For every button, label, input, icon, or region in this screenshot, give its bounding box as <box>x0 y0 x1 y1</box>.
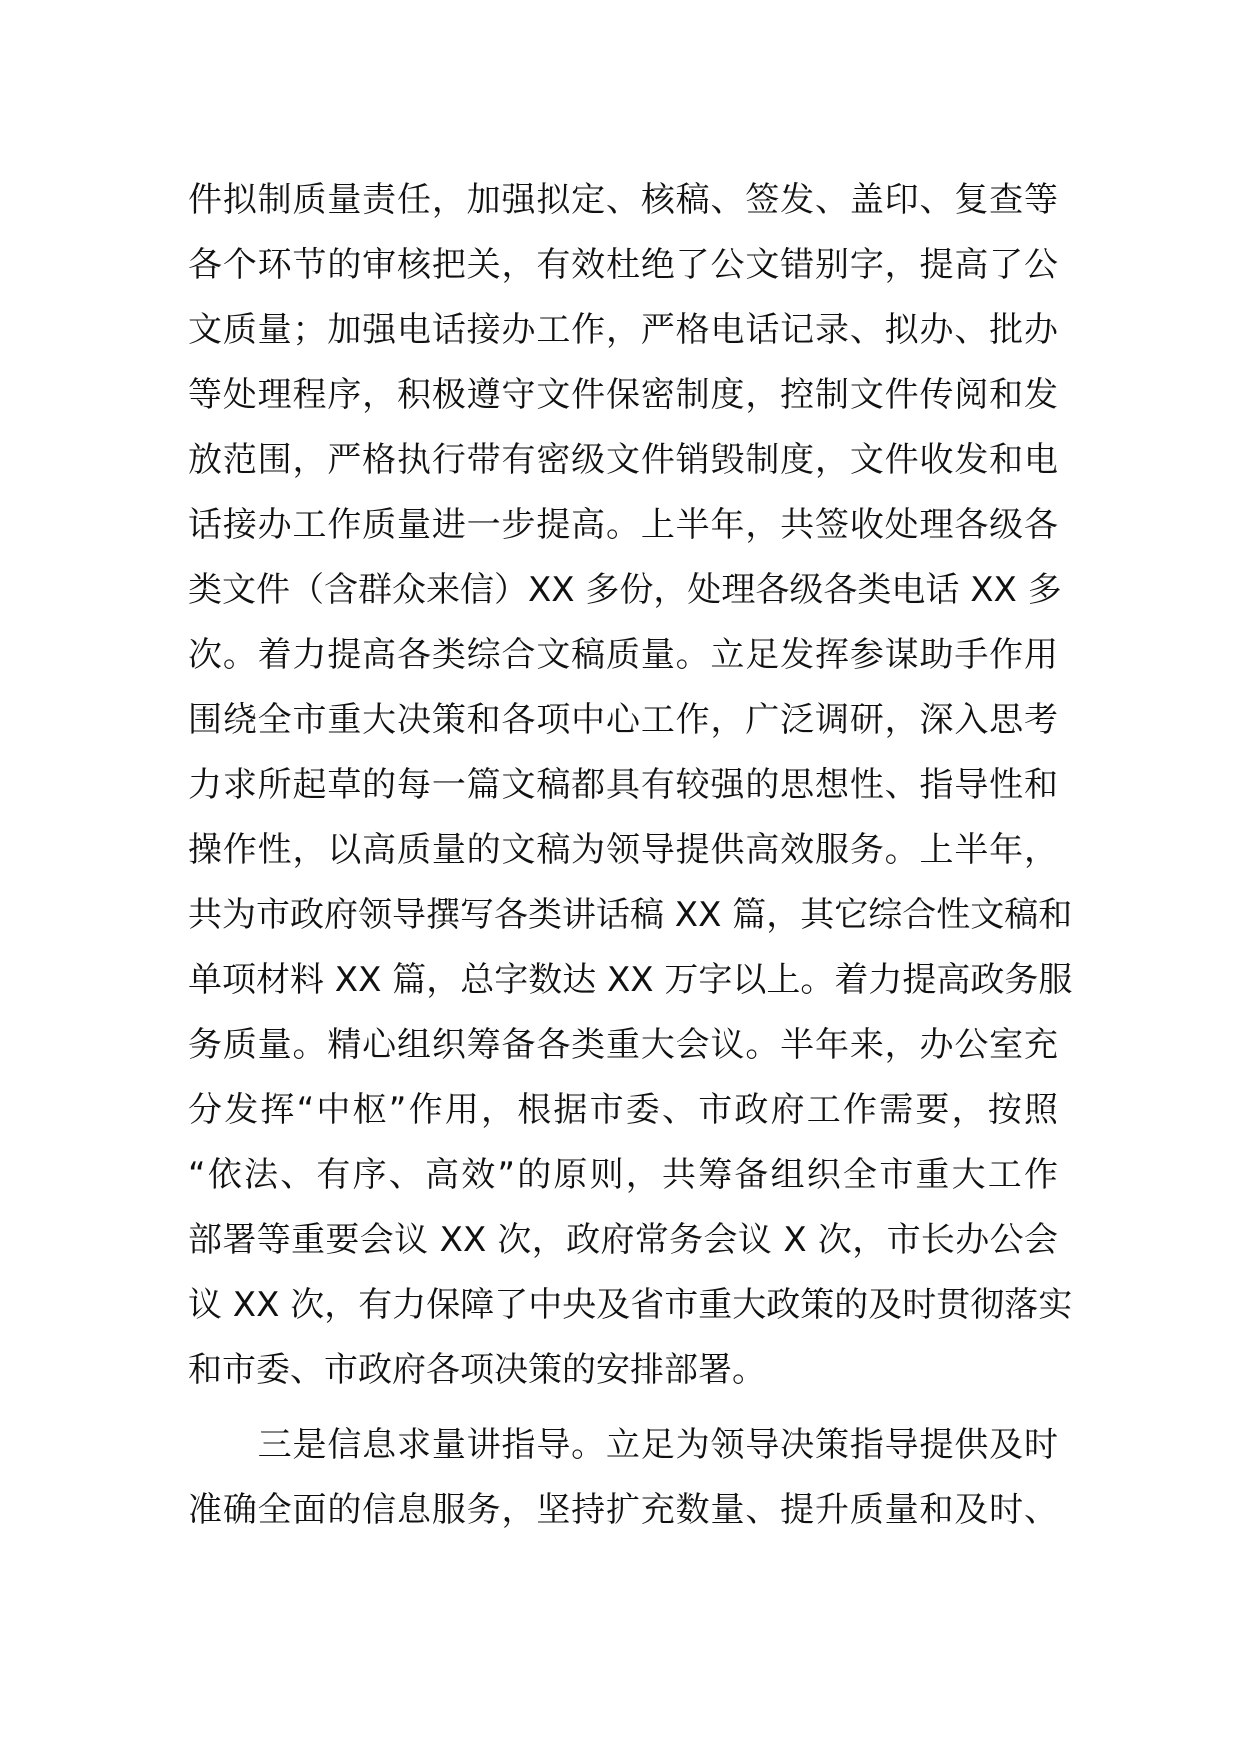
paragraph-1 <box>188 168 1073 1403</box>
text-line: 等处理程序，积极遵守文件保密制度，控制文件传阅和发 <box>188 375 1058 415</box>
text-line: 议 XX 次，有力保障了中央及省市重大政策的及时贯彻落实 <box>188 1285 1073 1325</box>
text-line: 操作性，以高质量的文稿为领导提供高效服务。上半年， <box>188 830 1058 870</box>
text-line: 次。着力提高各类综合文稿质量。立足发挥参谋助手作用 <box>188 635 1058 675</box>
text-line: 文质量；加强电话接办工作，严格电话记录、拟办、批办 <box>188 310 1058 350</box>
text-line: 单项材料 XX 篇，总字数达 XX 万字以上。着力提高政务服 <box>188 960 1073 1000</box>
text-line: 共为市政府领导撰写各类讲话稿 XX 篇，其它综合性文稿和 <box>188 895 1073 935</box>
text-line: 力求所起草的每一篇文稿都具有较强的思想性、指导性和 <box>188 765 1058 805</box>
text-line: 放范围，严格执行带有密级文件销毁制度，文件收发和电 <box>188 440 1058 480</box>
text-line: 和市委、市政府各项决策的安排部署。 <box>188 1350 766 1390</box>
paragraph-spacer <box>188 1403 1058 1413</box>
paragraph-2 <box>188 1413 1058 1543</box>
text-line: 准确全面的信息服务，坚持扩充数量、提升质量和及时、 <box>188 1490 1058 1530</box>
text-line: 三是信息求量讲指导。立足为领导决策指导提供及时 <box>188 1425 1058 1465</box>
document-body <box>188 168 1073 1543</box>
text-line: 件拟制质量责任，加强拟定、核稿、签发、盖印、复查等 <box>188 180 1058 220</box>
text-line: 部署等重要会议 XX 次，政府常务会议 X 次，市长办公会 <box>188 1220 1058 1260</box>
text-line: 各个环节的审核把关，有效杜绝了公文错别字，提高了公 <box>188 245 1058 285</box>
text-line: “依法、有序、高效”的原则，共筹备组织全市重大工作 <box>188 1155 1058 1195</box>
text-line: 话接办工作质量进一步提高。上半年，共签收处理各级各 <box>188 505 1058 545</box>
text-line: 务质量。精心组织筹备各类重大会议。半年来，办公室充 <box>188 1025 1058 1065</box>
text-line: 分发挥“中枢”作用，根据市委、市政府工作需要，按照 <box>188 1090 1058 1130</box>
text-line: 类文件（含群众来信）XX 多份，处理各级各类电话 XX 多 <box>188 570 1062 610</box>
text-line: 围绕全市重大决策和各项中心工作，广泛调研，深入思考 <box>188 700 1058 740</box>
